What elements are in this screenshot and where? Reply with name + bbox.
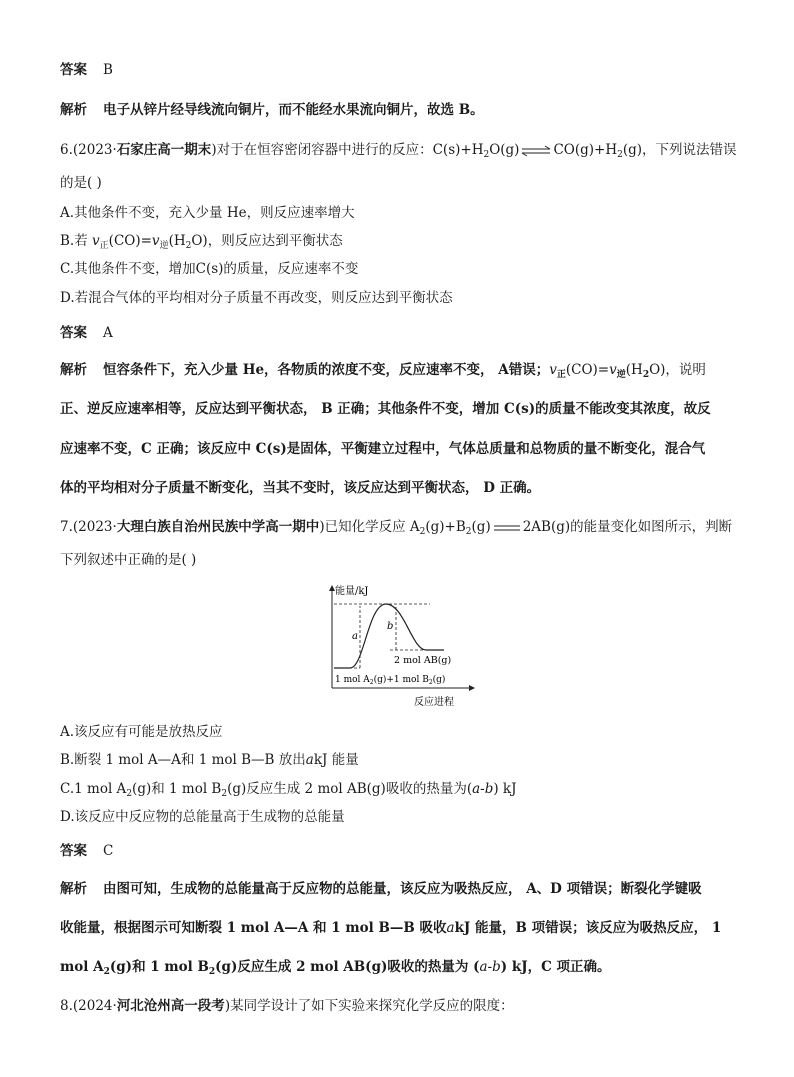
q6-option-c: C.其他条件不变，增加C(s)的质量，反应速率不变 [60,261,359,277]
subscript: 正 [556,370,566,380]
answer-value: B [103,62,113,78]
stem-text: O(g) [489,142,520,158]
source-open: (2023· [72,142,117,158]
option-text: B.若 [60,233,93,249]
source-open: (2024· [72,998,117,1014]
option-text: ) kJ [493,781,517,797]
stem-text: CO(g)+H [553,142,618,158]
q7-analysis-line2 [60,918,721,938]
subscript: 2 [221,789,228,799]
option-text: (g)反应生成 2 mol AB(g)吸收的热量为( [227,781,473,797]
analysis-text: kJ 能量，B 项错误；该反应为吸热反应， 1 [454,920,722,936]
velocity-symbol: v [549,362,557,378]
q7-stem-line1 [60,517,732,542]
velocity-symbol: v [92,233,100,249]
option-text: C.1 mol A [60,781,127,797]
subscript: 2 [419,527,426,537]
y-axis-label: 能量/kJ [335,586,369,597]
analysis-text: (g)和 1 mol B [109,959,209,975]
analysis-label: 解析 [60,881,87,897]
q7-option-b [60,750,359,770]
answer-value: A [103,325,113,341]
reaction-equals-icon [493,523,521,533]
subscript: 2 [185,241,192,251]
analysis-label: 解析 [60,102,87,118]
analysis-text: (H [625,362,643,378]
answer-label: 答案 [60,843,87,859]
subscript: 2 [483,150,490,160]
subscript: 逆 [159,241,169,251]
q7-option-a: A.该反应有可能是放热反应 [60,724,223,740]
analysis-text: 恒容条件下，充入少量 He，各物质的浓度不变，反应速率不变， A错误； [103,362,550,378]
analysis-text: mol A [60,959,104,975]
q5-answer-line [60,60,113,80]
subscript: 2 [126,789,133,799]
q6-answer-line [60,323,113,343]
analysis-text: (CO)= [565,362,610,378]
label-b: b [387,621,394,632]
q6-analysis-line3: 应速率不变，C 正确；该反应中 C(s)是固体，平衡建立过程中，气体总质量和总物质的量不断变化，混合气 [60,441,706,457]
analysis-text: 收能量，根据图示可知断裂 1 mol A—A 和 1 mol B—B 吸收 [60,920,447,936]
subscript: 2 [208,967,216,977]
analysis-text: (g)反应生成 2 mol AB(g)吸收的热量为 ( [215,959,480,975]
subscript: 2 [465,527,472,537]
product-label: 2 mol AB(g) [394,655,452,666]
subscript: 2 [103,967,110,977]
analysis-label: 解析 [60,362,87,378]
equilibrium-arrow-icon [521,145,551,157]
source-name: 河北沧州高一段考 [116,998,225,1014]
q7-option-c [60,779,517,804]
q6-stem-line2: 的是( ) [60,175,102,191]
source-name: 石家庄高一期末 [116,142,212,158]
subscript: 正 [99,241,109,251]
expression-a-minus-b: a-b [479,959,501,975]
stem-text: 2AB(g)的能量变化如图所示，判断 [522,519,733,535]
stem-text: 某同学设计了如下实验来探究化学反应的限度： [230,998,514,1014]
q6-analysis-line1 [60,360,706,385]
energy-diagram [320,580,480,710]
expression-a-minus-b: a-b [472,781,494,797]
q6-stem-line1 [60,140,737,165]
q6-option-b [60,231,343,256]
subscript: 2 [642,370,650,380]
question-number: 8. [60,998,73,1014]
answer-label: 答案 [60,62,87,78]
subscript: 逆 [616,370,626,380]
subscript: 2 [617,150,623,160]
analysis-text: ) kJ，C 项正确。 [500,959,611,975]
answer-value: C [103,843,114,859]
source-close: ) [319,519,325,535]
option-text: (H [168,233,186,249]
velocity-symbol: v [151,233,160,249]
source-open: (2023· [72,519,117,535]
q6-analysis-line2: 正、逆反应速率相等，反应达到平衡状态， B 正确；其他条件不变，增加 C(s)的质量不能改变其浓度，故反 [60,401,711,417]
q7-analysis-line1 [60,879,702,899]
q7-answer-line [60,841,113,861]
velocity-symbol: v [609,362,617,378]
q7-analysis-line3 [60,957,611,982]
q7-option-d: D.该反应中反应物的总能量高于生成物的总能量 [60,809,345,825]
option-text: (g)和 1 mol B [132,781,222,797]
option-text: B.断裂 1 mol A—A和 1 mol B—B 放出 [60,752,306,768]
variable-a: a [305,752,314,768]
question-number: 6. [60,142,73,158]
analysis-text: O)，说明 [649,362,706,378]
option-text: kJ 能量 [313,752,359,768]
stem-text: 已知化学反应 A [324,519,420,535]
option-text: O)，则反应达到平衡状态 [191,233,343,249]
reactant-label: 1 mol $A_2(g)+1$ mol $B_2(g)$ [335,675,446,686]
q7-stem-line2: 下列叙述中正确的是( ) [60,552,197,568]
analysis-text: 由图可知，生成物的总能量高于反应物的总能量，该反应为吸热反应， A、D 项错误；断裂化学键吸 [103,881,702,897]
x-axis-label: 反应进程 [414,697,454,708]
q6-analysis-line4: 体的平均相对分子质量不断变化，当其不变时，该反应达到平衡状态， D 正确。 [60,480,541,496]
stem-text: (g)+B [425,519,466,535]
variable-a: a [446,920,455,936]
q5-analysis-line [60,100,484,120]
label-a: a [352,631,358,642]
q6-option-a: A.其他条件不变，充入少量 He，则反应速率增大 [60,205,355,221]
option-text: (CO)= [108,233,152,249]
source-name: 大理白族自治州民族中学高一期中 [116,519,320,535]
stem-text: 对于在恒容密闭容器中进行的反应：C(s)+H [216,142,484,158]
q6-option-d: D.若混合气体的平均相对分子质量不再改变，则反应达到平衡状态 [60,290,453,306]
source-close: ) [211,142,217,158]
question-number: 7. [60,519,73,535]
q8-stem-line1 [60,996,514,1016]
answer-label: 答案 [60,325,87,341]
stem-text: (g) [471,519,491,535]
source-close: ) [224,998,231,1014]
stem-text: (g)，下列说法错误 [622,142,737,158]
analysis-text: 电子从锌片经导线流向铜片，而不能经水果流向铜片，故选 B。 [103,102,484,118]
